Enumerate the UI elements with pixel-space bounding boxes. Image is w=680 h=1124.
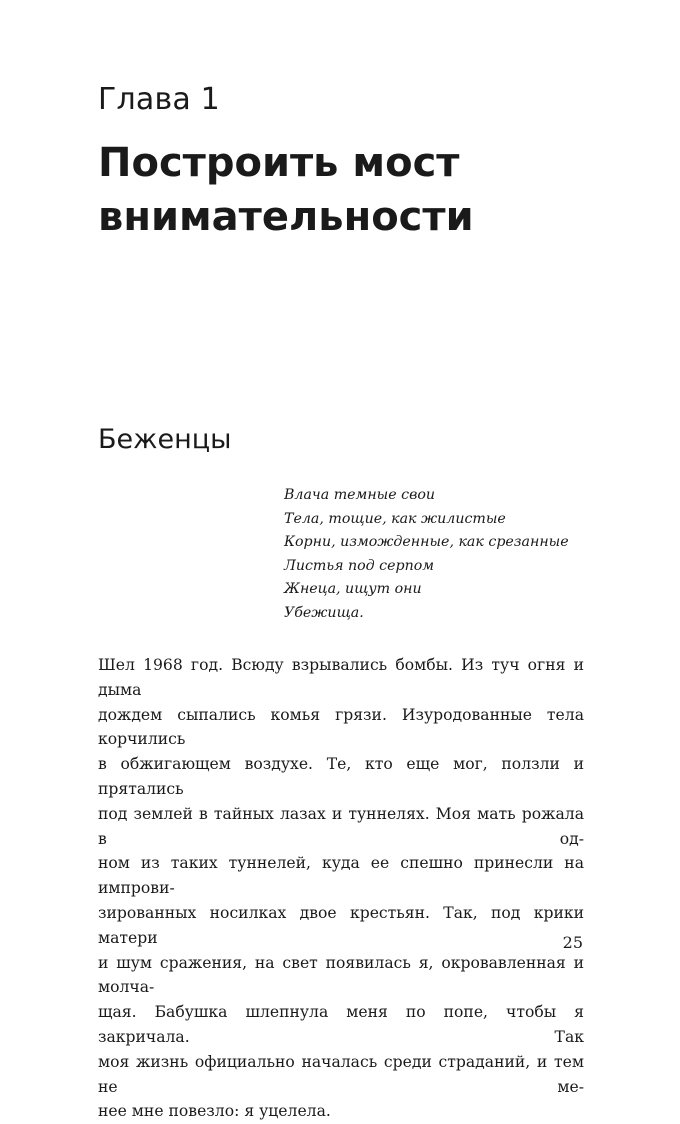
- body-line: моя жизнь официально началась среди страданий, и тем не ме-: [98, 1052, 584, 1096]
- section-title: Беженцы: [98, 424, 232, 455]
- page-number: 25: [562, 933, 583, 952]
- epigraph-poem: [284, 484, 569, 626]
- epigraph-line: Убежища.: [284, 604, 364, 621]
- body-line: в обжигающем воздухе. Те, кто еще мог, ползли и прятались: [98, 755, 584, 798]
- body-line: Шел 1968 год. Всюду взрывались бомбы. Из туч огня и дыма: [98, 656, 584, 699]
- chapter-title-line-2: внимательности: [98, 194, 474, 240]
- body-paragraph: [98, 653, 584, 1124]
- epigraph-line: Жнеца, ищут они: [284, 581, 422, 598]
- body-line: дождем сыпались комья грязи. Изуродованные тела корчились: [98, 705, 584, 749]
- body-line: нее мне повезло: я уцелела.: [98, 1102, 331, 1121]
- epigraph-line: Тела, тощие, как жилистые: [284, 510, 506, 527]
- body-line: зированных носилках двое крестьян. Так, под крики матери: [98, 903, 584, 947]
- body-line: под землей в тайных лазах и туннелях. Моя мать рожала в од-: [98, 804, 584, 848]
- body-line: щая. Бабушка шлепнула меня по попе, чтобы я закричала. Так: [98, 1003, 584, 1046]
- body-line: ном из таких туннелей, куда ее спешно принесли на импрови-: [98, 854, 584, 898]
- body-line: и шум сражения, на свет появилась я, окровавленная и молча-: [98, 953, 584, 997]
- epigraph-line: Листья под серпом: [284, 557, 435, 574]
- epigraph-line: Влача темные свои: [284, 487, 436, 503]
- epigraph-line: Корни, изможденные, как срезанные: [284, 534, 569, 551]
- chapter-label: Глава 1: [98, 82, 220, 117]
- chapter-title: [98, 136, 638, 244]
- chapter-title-line-1: Построить мост: [98, 140, 460, 186]
